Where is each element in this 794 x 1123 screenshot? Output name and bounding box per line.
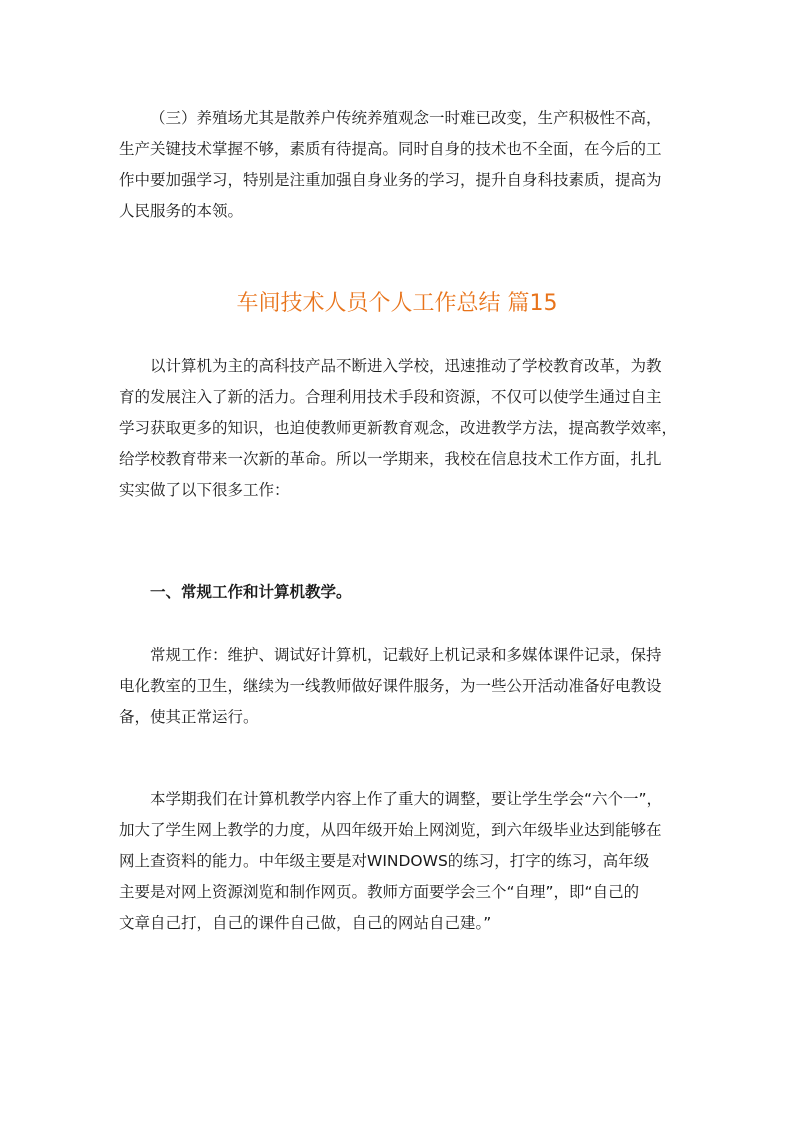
paragraph-livestock-issues bbox=[119, 103, 679, 227]
paragraph-teaching-adjustment bbox=[119, 784, 679, 939]
text-line: 生产关键技术掌握不够，素质有待提高。同时自身的技术也不全面，在今后的工 bbox=[119, 140, 662, 158]
text-line: 人民服务的本领。 bbox=[119, 202, 244, 220]
text-line: 网上查资料的能力。中年级主要是对WINDOWS的练习，打字的练习，高年级 bbox=[119, 852, 650, 870]
text-line: 实实做了以下很多工作： bbox=[119, 481, 290, 499]
text-line: 文章自己打，自己的课件自己做，自己的网站自己建。” bbox=[119, 914, 492, 932]
text-line: 以计算机为主的高科技产品不断进入学校，迅速推动了学校教育改革，为教 bbox=[150, 357, 662, 375]
text-line: 育的发展注入了新的活力。合理利用技术手段和资源，不仅可以使学生通过自主 bbox=[119, 388, 662, 406]
paragraph-introduction bbox=[119, 351, 679, 506]
heading-routine-work bbox=[119, 577, 679, 608]
text-line: （三）养殖场尤其是散养户传统养殖观念一时难已改变，生产积极性不高， bbox=[150, 109, 662, 127]
paragraph-routine-work bbox=[119, 640, 679, 733]
heading-text: 一、常规工作和计算机教学。 bbox=[150, 583, 352, 601]
text-line: 本学期我们在计算机教学内容上作了重大的调整，要让学生学会“六个一”， bbox=[150, 790, 663, 808]
text-line: 常规工作：维护、调试好计算机，记载好上机记录和多媒体课件记录，保持 bbox=[150, 646, 662, 664]
text-line: 备，使其正常运行。 bbox=[119, 708, 259, 726]
text-line: 学习获取更多的知识，也迫使教师更新教育观念，改进教学方法，提高教学效率， bbox=[119, 419, 678, 437]
text-line: 作中要加强学习，特别是注重加强自身业务的学习，提升自身科技素质，提高为 bbox=[119, 171, 662, 189]
text-line: 主要是对网上资源浏览和制作网页。教师方面要学会三个“自理”，即“自己的 bbox=[119, 883, 640, 901]
text-line: 加大了学生网上教学的力度，从四年级开始上网浏览，到六年级毕业达到能够在 bbox=[119, 821, 662, 839]
section-title: 车间技术人员个人工作总结 篇15 bbox=[236, 291, 558, 316]
text-line: 电化教室的卫生，继续为一线教师做好课件服务，为一些公开活动准备好电教设 bbox=[119, 677, 662, 695]
text-line: 给学校教育带来一次新的革命。所以一学期来，我校在信息技术工作方面，扎扎 bbox=[119, 450, 662, 468]
